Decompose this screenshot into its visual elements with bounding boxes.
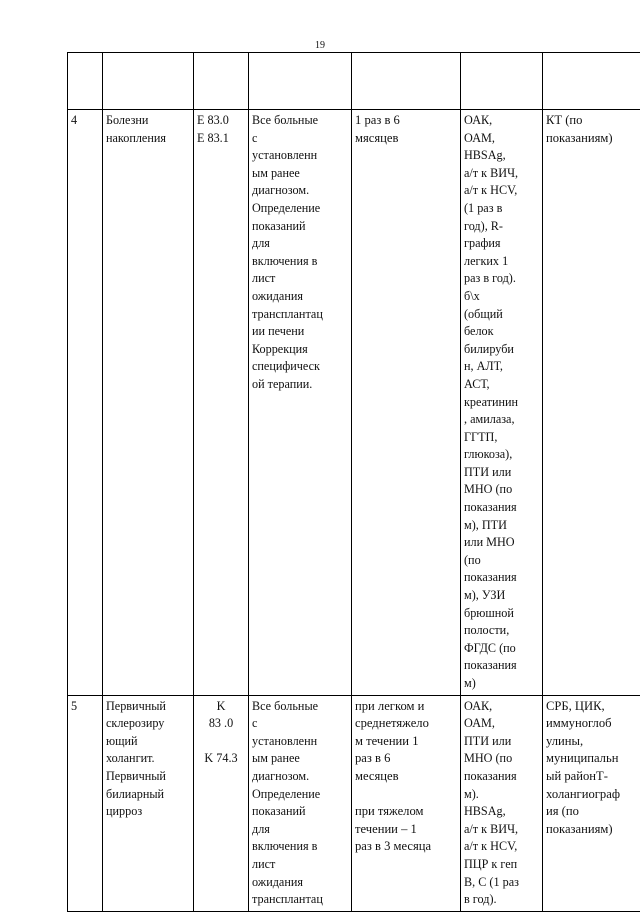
frequency: при легком и среднетяжело м течении 1 раз в 6 месяцев при тяжелом течении – 1 раз в 3 месяца xyxy=(355,698,457,856)
clinical-table xyxy=(67,52,640,912)
header-cell xyxy=(249,53,352,110)
icd-code-cell xyxy=(194,695,249,911)
row-number: 4 xyxy=(71,112,99,130)
frequency-cell xyxy=(352,695,461,911)
extra-tests: КТ (по показаниям) xyxy=(546,112,640,147)
icd-code: E 83.0 E 83.1 xyxy=(197,112,245,147)
header-cell xyxy=(543,53,640,110)
extra-tests: СРБ, ЦИК, иммуноглоб улины, муниципальн ый районТ- холангиограф ия (по показаниям) xyxy=(546,698,640,839)
patient-group: Все больные с установленн ым ранее диагнозом. Определение показаний для включения в лист ожидания трансплантац ии печени Коррекция специфическ ой терапии. xyxy=(252,112,348,394)
disease-cell xyxy=(103,695,194,911)
disease-name: Первичный склерозиру ющий холангит. Первичный билиарный цирроз xyxy=(106,698,190,821)
table-header-row xyxy=(68,53,640,110)
table-row xyxy=(68,695,640,911)
extra-tests-cell xyxy=(543,110,640,696)
header-cell xyxy=(194,53,249,110)
disease-name: Болезни накопления xyxy=(106,112,190,147)
row-number: 5 xyxy=(71,698,99,716)
tests-cell xyxy=(461,110,543,696)
disease-cell xyxy=(103,110,194,696)
header-cell xyxy=(103,53,194,110)
frequency: 1 раз в 6 мясяцев xyxy=(355,112,457,147)
header-cell xyxy=(461,53,543,110)
patient-group: Все больные с установленн ым ранее диагнозом. Определение показаний для включения в лист ожидания трансплантац xyxy=(252,698,348,909)
tests: ОАК, ОАМ, HBSAg, а/т к ВИЧ, а/т к HCV, (1 раз в год), R- графия легких 1 раз в год). б\х (общий белок билируби н, АЛТ, АСТ, креатинин , амилаза, ГГТП, глюкоза), ПТИ или МНО (по показания м), ПТИ или МНО (по показания м), УЗИ брюшной полости, ФГДС (по показания м) xyxy=(464,112,539,693)
table-row xyxy=(68,110,640,696)
icd-code: K 83 .0 K 74.3 xyxy=(197,698,245,768)
row-number-cell xyxy=(68,110,103,696)
tests-cell xyxy=(461,695,543,911)
patient-group-cell xyxy=(249,695,352,911)
row-number-cell xyxy=(68,695,103,911)
page-number: 19 xyxy=(0,40,640,51)
header-cell xyxy=(68,53,103,110)
frequency-cell xyxy=(352,110,461,696)
extra-tests-cell xyxy=(543,695,640,911)
icd-code-cell xyxy=(194,110,249,696)
patient-group-cell xyxy=(249,110,352,696)
header-cell xyxy=(352,53,461,110)
tests: ОАК, ОАМ, ПТИ или МНО (по показания м). HBSAg, а/т к ВИЧ, а/т к HCV, ПЦР к геп B, C (1 раз в год). xyxy=(464,698,539,909)
